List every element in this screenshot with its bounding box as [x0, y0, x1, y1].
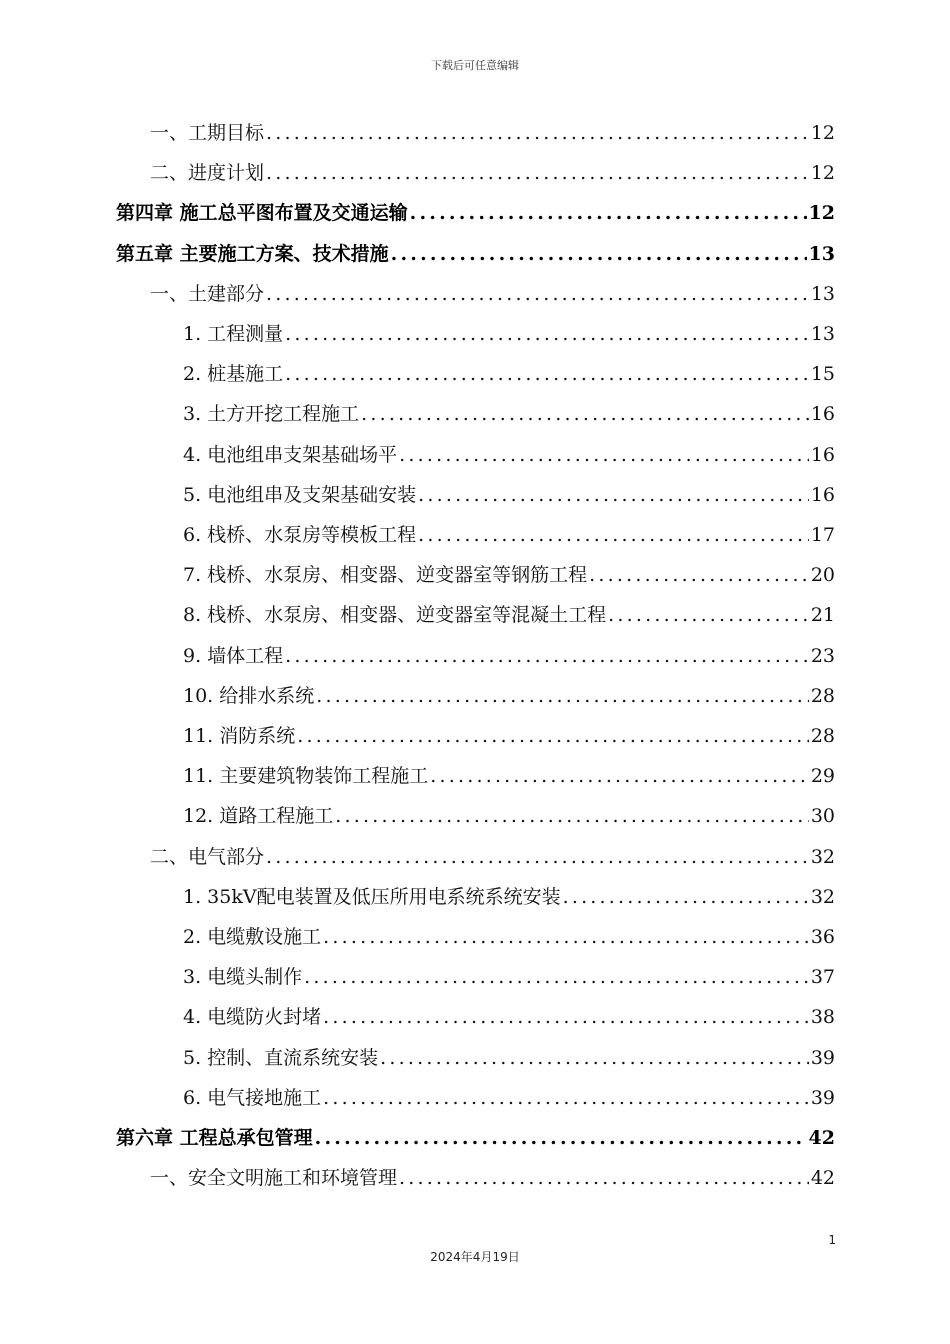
- toc-entry[interactable]: [183, 761, 835, 791]
- toc-dot-leader: [391, 239, 807, 269]
- toc-entry[interactable]: [183, 319, 835, 349]
- toc-entry-page: 23: [810, 644, 835, 667]
- toc-entry[interactable]: [183, 801, 835, 831]
- toc-dot-leader: [304, 962, 809, 992]
- toc-entry-page: 32: [810, 885, 835, 908]
- toc-entry-page: 16: [810, 443, 835, 466]
- toc-entry-title: 二、电气部分: [150, 845, 265, 868]
- toc-dot-leader: [608, 600, 809, 630]
- toc-entry-page: 12: [810, 162, 835, 185]
- toc-entry[interactable]: [183, 560, 835, 590]
- toc-entry-title: 二、进度计划: [150, 162, 265, 185]
- toc-entry-page: 39: [810, 1046, 835, 1069]
- toc-entry-title: 3. 电缆头制作: [183, 966, 303, 989]
- toc-entry-title: 5. 控制、直流系统安装: [183, 1046, 379, 1069]
- toc-entry-title: 9. 墙体工程: [183, 644, 284, 667]
- toc-entry-title: 一、土建部分: [150, 282, 265, 305]
- toc-chapter-entry[interactable]: [116, 198, 835, 228]
- toc-dot-leader: [315, 1123, 807, 1153]
- toc-entry-page: 29: [810, 765, 835, 788]
- toc-dot-leader: [285, 319, 809, 349]
- toc-entry-title: 12. 道路工程施工: [183, 805, 334, 828]
- page-number: 1: [828, 1233, 836, 1247]
- toc-entry[interactable]: [150, 158, 835, 188]
- toc-dot-leader: [266, 842, 809, 872]
- toc-entry[interactable]: [183, 520, 835, 550]
- toc-entry[interactable]: [183, 1043, 835, 1073]
- toc-entry[interactable]: [183, 962, 835, 992]
- toc-entry-page: 42: [808, 1127, 835, 1149]
- toc-entry-page: 30: [810, 805, 835, 828]
- toc-dot-leader: [266, 118, 809, 148]
- toc-entry[interactable]: [183, 721, 835, 751]
- toc-dot-leader: [335, 801, 809, 831]
- toc-entry-title: 4. 电池组串支架基础场平: [183, 443, 398, 466]
- toc-dot-leader: [399, 440, 809, 470]
- toc-entry-page: 21: [810, 604, 835, 627]
- toc-entry-title: 11. 消防系统: [183, 725, 296, 747]
- toc-entry-page: 12: [808, 202, 835, 225]
- toc-entry[interactable]: [183, 882, 835, 912]
- toc-entry-page: 37: [810, 966, 835, 989]
- toc-entry[interactable]: [150, 1163, 835, 1193]
- toc-entry-page: 28: [810, 684, 835, 707]
- toc-entry-title: 2. 桩基施工: [183, 363, 284, 386]
- toc-chapter-entry[interactable]: [116, 239, 835, 269]
- page-footer-date: 2024年4月19日: [430, 1250, 520, 1264]
- toc-entry[interactable]: [183, 600, 835, 630]
- toc-entry-page: 12: [810, 122, 835, 144]
- toc-entry-title: 7. 栈桥、水泵房、相变器、逆变器室等钢筋工程: [183, 564, 588, 587]
- toc-entry-title: 1. 工程测量: [183, 323, 284, 345]
- toc-dot-leader: [430, 761, 809, 791]
- toc-dot-leader: [399, 1163, 809, 1193]
- toc-entry[interactable]: [183, 480, 835, 510]
- toc-entry-title: 6. 栈桥、水泵房等模板工程: [183, 524, 417, 546]
- toc-dot-leader: [563, 882, 809, 912]
- toc-dot-leader: [266, 158, 809, 188]
- toc-dot-leader: [323, 922, 809, 952]
- toc-dot-leader: [589, 560, 809, 590]
- toc-dot-leader: [361, 399, 809, 429]
- toc-dot-leader: [323, 1002, 809, 1032]
- toc-dot-leader: [323, 1083, 809, 1113]
- toc-entry-page: 15: [810, 363, 835, 386]
- toc-entry[interactable]: [183, 1002, 835, 1032]
- toc-chapter-entry[interactable]: [116, 1123, 835, 1153]
- toc-entry-page: 28: [810, 725, 835, 747]
- toc-dot-leader: [316, 681, 809, 711]
- page-header: 下载后可任意编辑: [431, 59, 519, 72]
- toc-entry[interactable]: [183, 359, 835, 389]
- toc-entry-title: 3. 土方开挖工程施工: [183, 403, 360, 426]
- toc-entry-title: 5. 电池组串及支架基础安装: [183, 483, 417, 506]
- toc-dot-leader: [418, 520, 809, 550]
- toc-entry-title: 1. 35kV配电装置及低压所用电系统系统安装: [183, 885, 561, 908]
- toc-dot-leader: [418, 480, 809, 510]
- toc-dot-leader: [410, 198, 807, 228]
- toc-entry[interactable]: [150, 118, 835, 148]
- toc-dot-leader: [297, 721, 809, 751]
- toc-entry-page: 16: [810, 483, 835, 506]
- toc-entry-title: 8. 栈桥、水泵房、相变器、逆变器室等混凝土工程: [183, 604, 607, 627]
- toc-entry-title: 4. 电缆防火封堵: [183, 1006, 322, 1029]
- toc-entry-page: 13: [810, 282, 835, 305]
- toc-entry-page: 20: [810, 564, 835, 587]
- toc-entry[interactable]: [183, 440, 835, 470]
- toc-dot-leader: [285, 641, 809, 671]
- toc-entry-title: 10. 给排水系统: [183, 684, 315, 707]
- toc-entry-title: 第四章 施工总平图布置及交通运输: [116, 202, 408, 225]
- toc-entry-page: 36: [810, 926, 835, 948]
- toc-entry-page: 38: [810, 1006, 835, 1029]
- toc-entry[interactable]: [183, 399, 835, 429]
- toc-entry-page: 42: [810, 1167, 835, 1190]
- toc-entry[interactable]: [183, 681, 835, 711]
- toc-entry[interactable]: [150, 279, 835, 309]
- toc-entry-page: 13: [808, 242, 835, 265]
- toc-entry[interactable]: [183, 1083, 835, 1113]
- toc-entry-page: 32: [810, 845, 835, 868]
- toc-entry[interactable]: [183, 641, 835, 671]
- toc-entry-page: 16: [810, 403, 835, 426]
- toc-entry-title: 第六章 工程总承包管理: [116, 1127, 313, 1149]
- toc-entry[interactable]: [183, 922, 835, 952]
- toc-entry-title: 一、安全文明施工和环境管理: [150, 1167, 398, 1190]
- toc-entry-page: 13: [810, 323, 835, 345]
- toc-dot-leader: [285, 359, 809, 389]
- toc-dot-leader: [266, 279, 809, 309]
- toc-entry-page: 17: [810, 524, 835, 546]
- toc-entry-page: 39: [810, 1086, 835, 1109]
- toc-entry[interactable]: [150, 842, 835, 872]
- toc-dot-leader: [380, 1043, 809, 1073]
- toc-entry-title: 第五章 主要施工方案、技术措施: [116, 242, 389, 265]
- toc-entry-title: 2. 电缆敷设施工: [183, 926, 322, 948]
- toc-entry-title: 11. 主要建筑物装饰工程施工: [183, 765, 429, 788]
- toc-entry-title: 一、工期目标: [150, 122, 265, 144]
- toc-entry-title: 6. 电气接地施工: [183, 1086, 322, 1109]
